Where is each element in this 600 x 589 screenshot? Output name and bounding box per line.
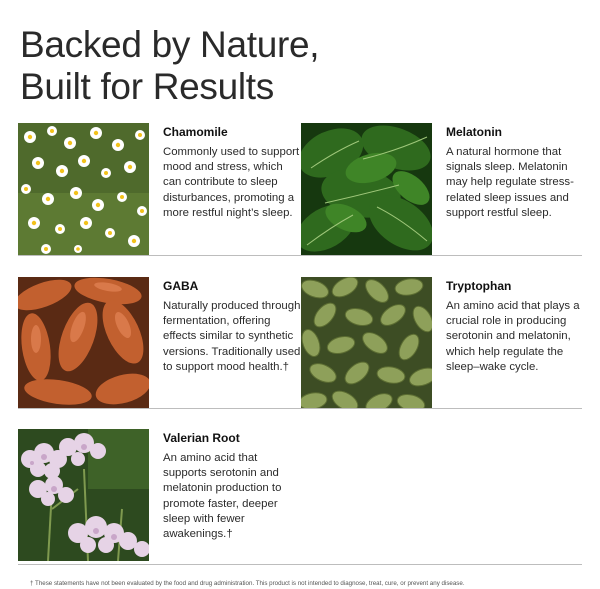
page-headline <box>20 24 319 108</box>
pumpkin-seeds-image <box>301 277 432 409</box>
ingredient-name: GABA <box>163 279 199 293</box>
ingredient-description: An amino acid that supports serotonin and melatonin production to promote faster, deeper sleep with fewer awakenings.† <box>163 452 282 541</box>
ingredient-card-gaba <box>18 277 300 409</box>
row-divider-1 <box>18 255 582 256</box>
valerian-flowers-image <box>18 429 149 561</box>
ingredient-description: Naturally produced through fermentation, offering effects similar to synthetic versions. Traditionally used to support mood health.† <box>163 300 301 373</box>
ingredient-name: Valerian Root <box>163 431 240 445</box>
headline-line-1: Backed by Nature, <box>20 24 320 65</box>
ingredient-card-chamomile <box>18 123 300 255</box>
spinach-leaves-image <box>301 123 432 255</box>
ingredient-card-melatonin <box>301 123 583 255</box>
disclaimer-footnote: † These statements have not been evaluated by the food and drug administration. This product is not intended to diagnose, treat, cure, or prevent any disease. <box>30 580 465 587</box>
ingredient-description: An amino acid that plays a crucial role in producing serotonin and melatonin, which help regulate the sleep–wake cycle. <box>446 300 580 373</box>
ingredient-description: A natural hormone that signals sleep. Melatonin may help regulate stress-related sleep issues and support restful sleep. <box>446 146 574 219</box>
sweet-potatoes-image <box>18 277 149 409</box>
ingredient-name: Chamomile <box>163 125 228 139</box>
row-divider-2 <box>18 408 582 409</box>
ingredient-name: Tryptophan <box>446 279 512 293</box>
ingredient-card-valerian-root <box>18 429 300 561</box>
ingredient-description: Commonly used to support mood and stress, which can contribute to sleep disturbances, promoting a more restful night’s sleep. <box>163 146 300 219</box>
ingredient-card-tryptophan <box>301 277 583 409</box>
chamomile-flowers-image <box>18 123 149 255</box>
row-divider-3 <box>18 564 582 565</box>
headline-line-2: Built for Results <box>20 66 274 107</box>
ingredient-name: Melatonin <box>446 125 502 139</box>
